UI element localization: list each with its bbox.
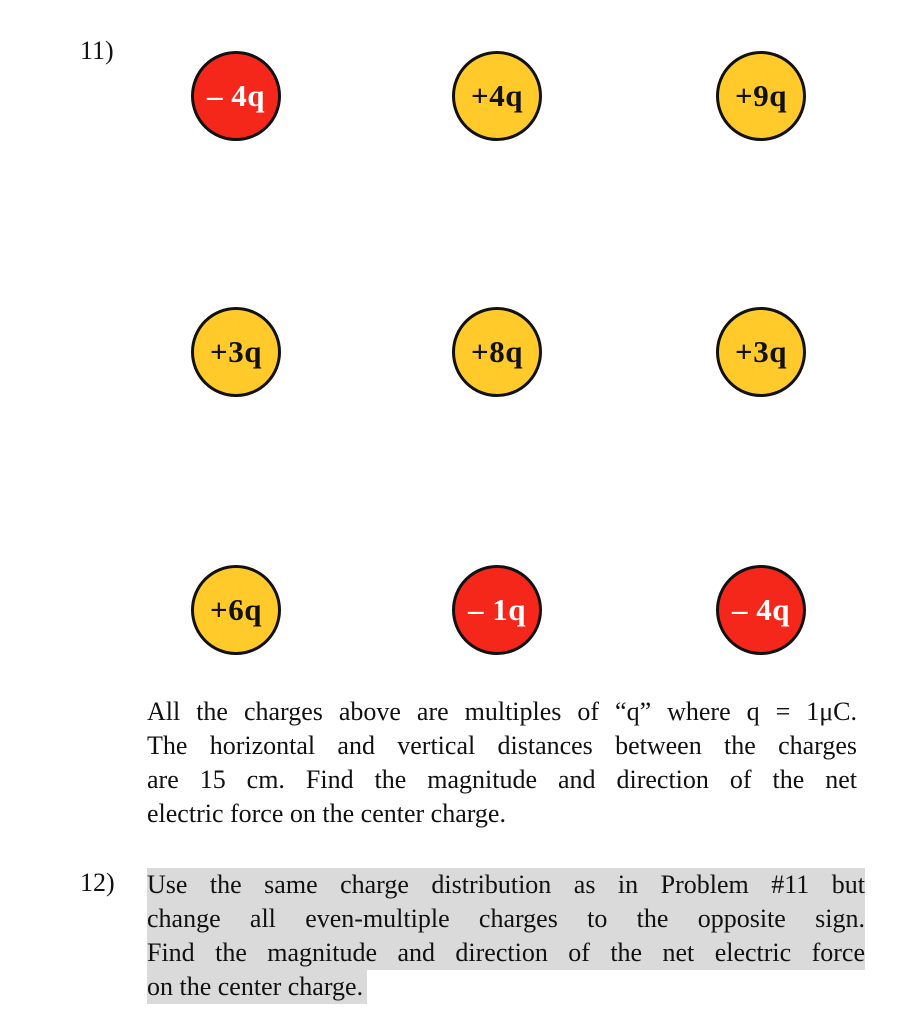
problem-12-line: on the center charge.	[147, 970, 367, 1004]
charge-center: +8q	[452, 307, 542, 397]
charge-top-left: – 4q	[191, 51, 281, 141]
problem-11-line: electric force on the center charge.	[147, 799, 506, 828]
problem-11-text	[147, 695, 857, 831]
charge-bottom-left: +6q	[191, 565, 281, 655]
charge-middle-right: +3q	[716, 307, 806, 397]
problem-11-line: are 15 cm. Find the magnitude and direction of the net	[147, 765, 857, 794]
charge-bottom-center: – 1q	[452, 565, 542, 655]
problem-11-line: All the charges above are multiples of “q” where q = 1μC.	[147, 697, 857, 726]
charge-middle-left: +3q	[191, 307, 281, 397]
charge-top-right: +9q	[716, 51, 806, 141]
problem-11-number: 11)	[80, 36, 114, 65]
problem-12-line: Find the magnitude and direction of the net electric force	[147, 936, 865, 970]
problem-12-line: Use the same charge distribution as in Problem #11 but	[147, 868, 865, 902]
problem-12-line: change all even-multiple charges to the opposite sign.	[147, 902, 865, 936]
problem-12-number: 12)	[80, 868, 115, 897]
problem-11-line: The horizontal and vertical distances between the charges	[147, 731, 857, 760]
charge-top-center: +4q	[452, 51, 542, 141]
problem-12-text	[147, 868, 865, 1004]
charge-bottom-right: – 4q	[716, 565, 806, 655]
